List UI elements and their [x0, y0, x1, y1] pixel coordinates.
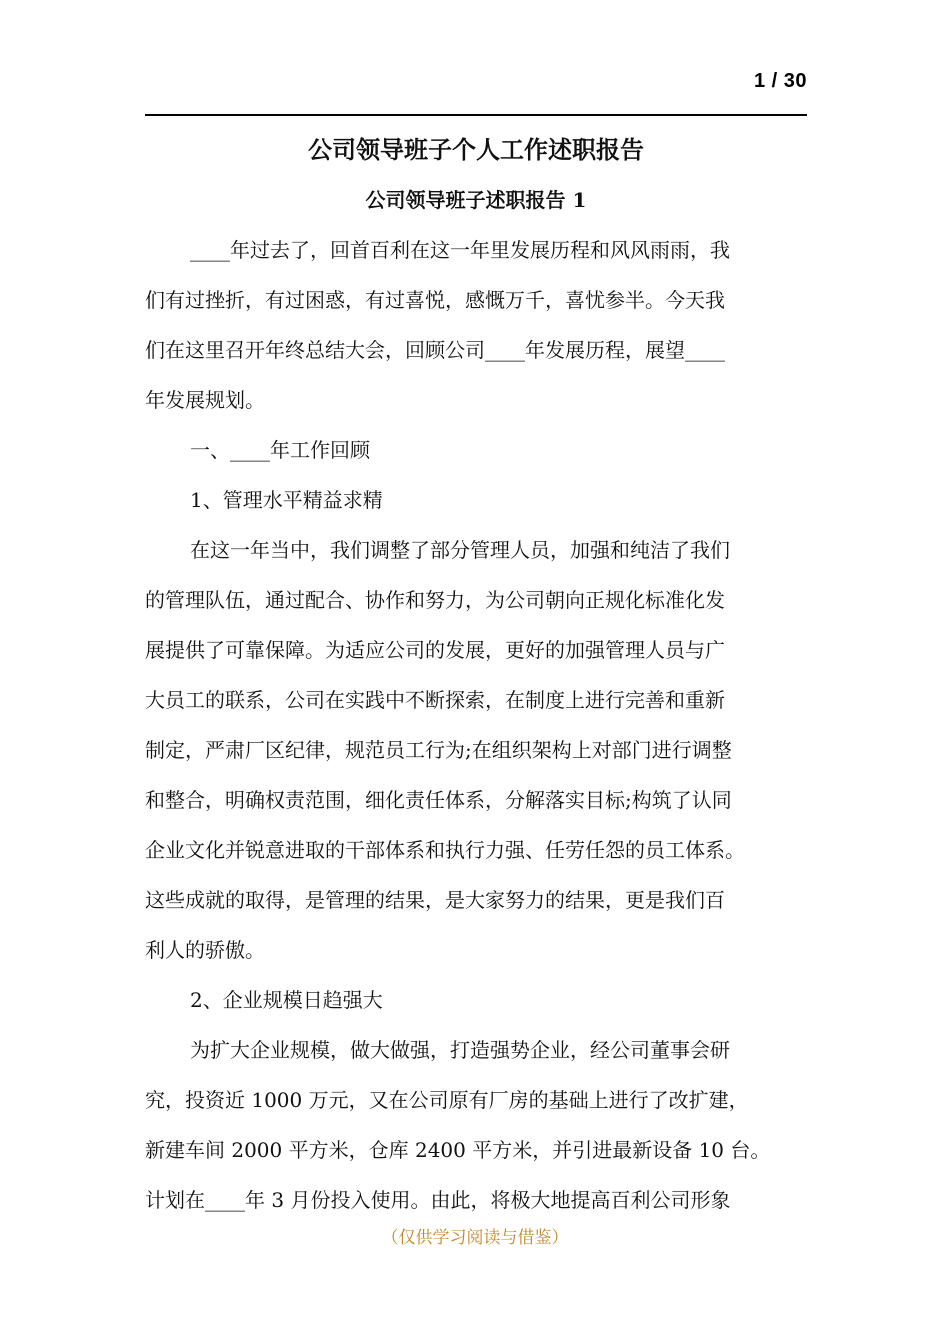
page-number: 1 / 30 — [753, 70, 807, 92]
section-heading: 公司领导班子述职报告 1 — [365, 188, 587, 212]
subheading: 1、管理水平精益求精 — [190, 488, 383, 512]
paragraph-line: 大员工的联系，公司在实践中不断探索，在制度上进行完善和重新 — [145, 688, 725, 712]
paragraph-line: 在这一年当中，我们调整了部分管理人员，加强和纯洁了我们 — [190, 538, 730, 562]
paragraph-line: 们在这里召开年终总结大会，回顾公司____年发展历程，展望____ — [145, 338, 725, 362]
paragraph-line: 们有过挫折，有过困惑，有过喜悦，感慨万千，喜忧参半。今天我 — [145, 288, 725, 312]
paragraph-line: 计划在____年 3 月份投入使用。由此，将极大地提高百利公司形象 — [145, 1188, 731, 1212]
header-rule — [145, 114, 807, 116]
subheading: 一、____年工作回顾 — [190, 438, 370, 462]
paragraph-line: 的管理队伍，通过配合、协作和努力，为公司朝向正规化标准化发 — [145, 588, 725, 612]
paragraph-line: 新建车间 2000 平方米，仓库 2400 平方米，并引进最新设备 10 台。 — [145, 1138, 771, 1162]
subheading: 2、企业规模日趋强大 — [190, 988, 383, 1012]
paragraph-line: ____年过去了，回首百利在这一年里发展历程和风风雨雨，我 — [190, 238, 730, 262]
paragraph-line: 展提供了可靠保障。为适应公司的发展，更好的加强管理人员与广 — [145, 638, 725, 662]
paragraph-line: 制定，严肃厂区纪律，规范员工行为;在组织架构上对部门进行调整 — [145, 738, 732, 762]
paragraph-line: 为扩大企业规模，做大做强，打造强势企业，经公司董事会研 — [190, 1038, 730, 1062]
paragraph-line: 和整合，明确权责范围，细化责任体系，分解落实目标;构筑了认同 — [145, 788, 732, 812]
paragraph-line: 年发展规划。 — [145, 388, 265, 412]
paragraph-line: 这些成就的取得，是管理的结果，是大家努力的结果，更是我们百 — [145, 888, 725, 912]
document-title: 公司领导班子个人工作述职报告 — [308, 135, 644, 164]
footer-note: （仅供学习阅读与借鉴） — [381, 1228, 569, 1248]
paragraph-line: 企业文化并锐意进取的干部体系和执行力强、任劳任怨的员工体系。 — [145, 838, 745, 862]
paragraph-line: 究，投资近 1000 万元，又在公司原有厂房的基础上进行了改扩建， — [145, 1088, 749, 1112]
paragraph-line: 利人的骄傲。 — [145, 938, 265, 962]
